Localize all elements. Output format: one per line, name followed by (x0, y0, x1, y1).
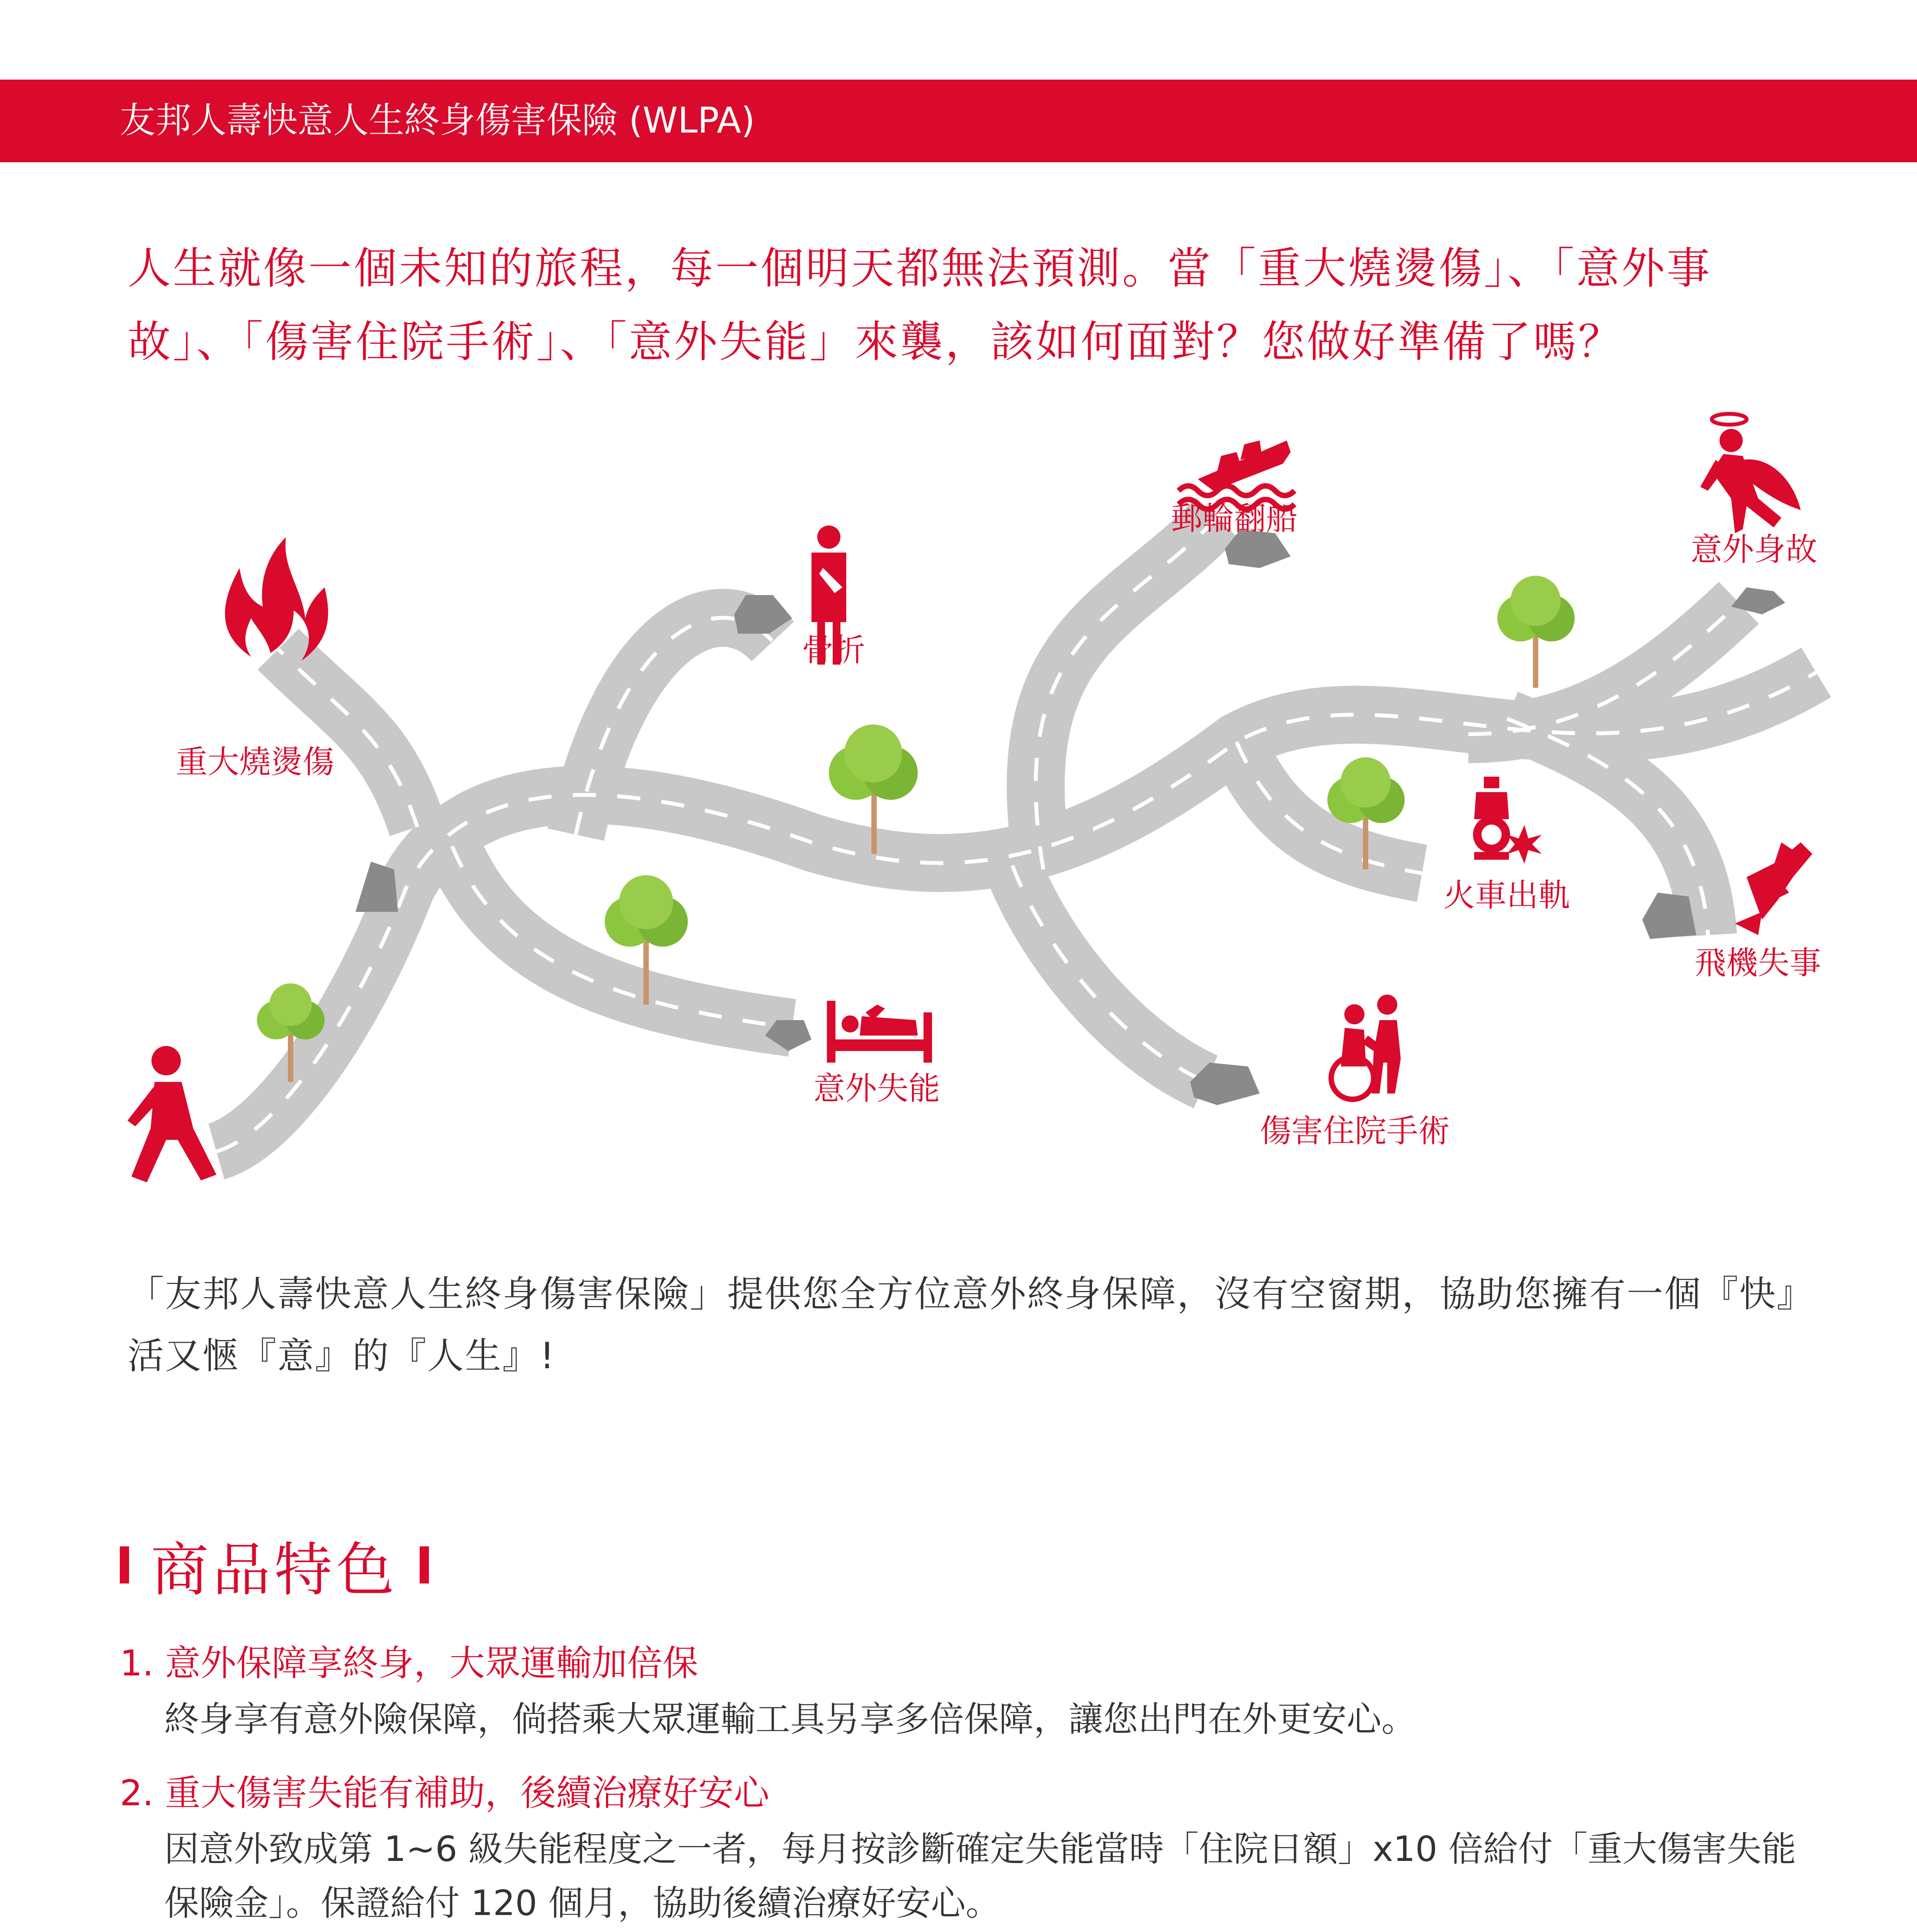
feature-heading: 2. 重大傷害失能有補助，後續治療好安心 (120, 1772, 770, 1814)
section-bar-right (420, 1546, 429, 1583)
product-summary: 「友邦人壽快意人生終身傷害保險」提供您全方位意外終身保障，沒有空窗期，協助您擁有一個『快』活又愜『意』的『人生』! (128, 1273, 1796, 1377)
document-title: 友邦人壽快意人生終身傷害保險 (WLPA) (120, 100, 755, 141)
feature-item (120, 1764, 1808, 1930)
label-disability: 意外失能 (813, 1070, 941, 1107)
intro-text: 人生就像一個未知的旅程，每一個明天都無法預測。當「重大燒燙傷」、「意外事故」、「傷害住院手術」、「意外失能」來襲，該如何面對？您做好準備了嗎？ (128, 243, 1712, 367)
section-title (120, 1526, 429, 1604)
plane-crash-icon (1735, 842, 1812, 935)
label-burn: 重大燒燙傷 (176, 744, 335, 781)
bed-patient-icon (827, 1001, 932, 1063)
walking-person-icon (128, 1046, 216, 1182)
angel-icon (1700, 414, 1801, 533)
fire-icon (225, 537, 328, 661)
train-derail-icon (1473, 777, 1542, 864)
feature-heading: 1. 意外保障享終身，大眾運輸加倍保 (120, 1643, 699, 1684)
label-surgery: 傷害住院手術 (1260, 1113, 1450, 1150)
tree-icon (1497, 576, 1575, 688)
label-ship: 郵輪翻船 (1171, 500, 1298, 537)
feature-item (120, 1634, 1808, 1747)
feature-body: 終身享有意外險保障，倘搭乘大眾運輸工具另享多倍保障，讓您出門在外更安心。 (164, 1699, 1416, 1740)
label-death: 意外身故 (1691, 531, 1818, 568)
feature-body: 因意外致成第 1~6 級失能程度之一者，每月按診斷確定失能當時「住院日額」x10 倍給付「重大傷害失能保險金」。保證給付 120 個月，協助後續治療好安心。 (164, 1829, 1796, 1923)
section-title-text: 商品特色 (151, 1537, 398, 1604)
label-fracture: 骨折 (802, 632, 866, 668)
section-bar-left (120, 1546, 129, 1583)
journey-illustration (0, 386, 1917, 1213)
feature-list (120, 1634, 1808, 1932)
label-plane: 飛機失事 (1694, 945, 1822, 981)
wheelchair-icon (1331, 995, 1401, 1099)
label-train: 火車出軌 (1443, 877, 1570, 914)
